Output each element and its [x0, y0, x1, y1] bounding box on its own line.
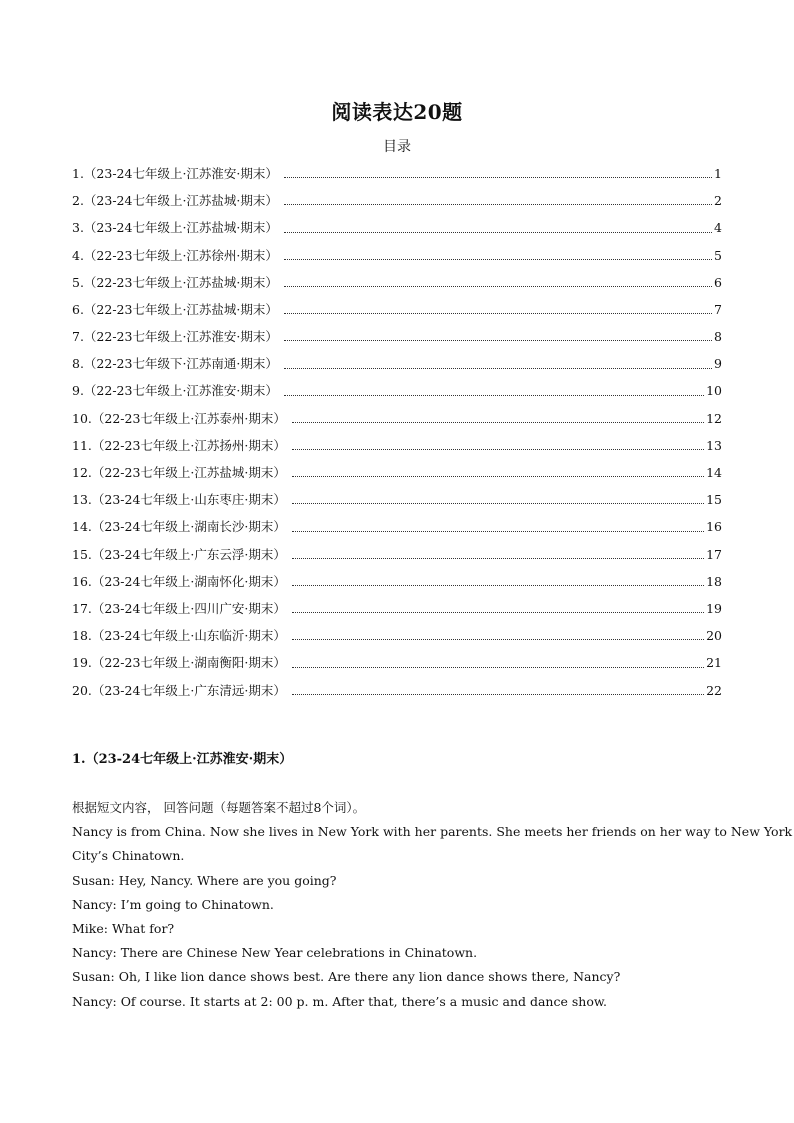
toc-entry-page: 22	[706, 682, 722, 698]
toc-entry[interactable]	[72, 513, 722, 540]
toc-entry[interactable]	[72, 459, 722, 486]
passage-line: Mike: What for?	[72, 920, 175, 936]
toc-entry-label: 3.（23-24七年级上·江苏盐城·期末）	[72, 220, 278, 236]
toc-entry-page: 6	[714, 274, 722, 290]
toc-entry-label: 9.（22-23七年级上·江苏淮安·期末）	[72, 383, 278, 399]
toc-entry-label: 5.（22-23七年级上·江苏盐城·期末）	[72, 274, 278, 290]
toc-entry[interactable]	[72, 541, 722, 568]
toc-leader-dots	[284, 258, 712, 260]
section-1	[72, 750, 722, 770]
toc-leader-dots	[292, 611, 704, 613]
toc-leader-dots	[284, 339, 712, 341]
toc-leader-dots	[292, 584, 704, 586]
toc-entry-label: 16.（23-24七年级上·湖南怀化·期末）	[72, 573, 286, 589]
toc-leader-dots	[292, 530, 704, 532]
toc-leader-dots	[284, 231, 712, 233]
table-of-contents	[72, 160, 722, 704]
toc-entry-label: 10.（22-23七年级上·江苏泰州·期末）	[72, 410, 286, 426]
toc-leader-dots	[284, 285, 712, 287]
toc-leader-dots	[292, 502, 704, 504]
toc-heading: 目录	[383, 139, 411, 155]
reading-passage	[72, 796, 793, 1014]
instruction-text: 根据短文内容， 回答问题（每题答案不超过8个词）。	[72, 800, 366, 815]
toc-entry-label: 19.（22-23七年级上·湖南衡阳·期末）	[72, 655, 286, 671]
toc-leader-dots	[284, 367, 712, 369]
toc-entry-label: 13.（23-24七年级上·山东枣庄·期末）	[72, 492, 286, 508]
toc-entry-page: 16	[706, 519, 722, 535]
toc-leader-dots	[284, 176, 712, 178]
passage-line: City’s Chinatown.	[72, 848, 185, 864]
toc-leader-dots	[284, 312, 712, 314]
passage-line: Susan: Hey, Nancy. Where are you going?	[72, 872, 337, 888]
toc-entry-label: 15.（23-24七年级上·广东云浮·期末）	[72, 546, 286, 562]
toc-entry-label: 1.（23-24七年级上·江苏淮安·期末）	[72, 165, 278, 181]
toc-leader-dots	[292, 421, 704, 423]
toc-leader-dots	[284, 203, 712, 205]
toc-entry-page: 5	[714, 247, 722, 263]
toc-entry[interactable]	[72, 568, 722, 595]
toc-entry[interactable]	[72, 323, 722, 350]
toc-entry-page: 14	[706, 465, 722, 481]
passage-line: Susan: Oh, I like lion dance shows best. Are there any lion dance shows there, Nancy?	[72, 969, 621, 985]
toc-entry-label: 14.（23-24七年级上·湖南长沙·期末）	[72, 519, 286, 535]
toc-entry-label: 12.（22-23七年级上·江苏盐城·期末）	[72, 465, 286, 481]
toc-leader-dots	[292, 693, 704, 695]
toc-entry[interactable]	[72, 378, 722, 405]
toc-entry-label: 20.（23-24七年级上·广东清远·期末）	[72, 682, 286, 698]
toc-leader-dots	[292, 638, 704, 640]
toc-entry-label: 8.（22-23七年级下·江苏南通·期末）	[72, 356, 278, 372]
toc-entry-page: 17	[706, 546, 722, 562]
toc-entry[interactable]	[72, 677, 722, 704]
toc-entry[interactable]	[72, 432, 722, 459]
toc-entry-label: 6.（22-23七年级上·江苏盐城·期末）	[72, 301, 278, 317]
toc-entry-label: 2.（23-24七年级上·江苏盐城·期末）	[72, 193, 278, 209]
toc-entry-page: 12	[706, 410, 722, 426]
toc-entry-page: 19	[706, 600, 722, 616]
toc-entry[interactable]	[72, 269, 722, 296]
toc-entry[interactable]	[72, 350, 722, 377]
toc-entry[interactable]	[72, 296, 722, 323]
toc-leader-dots	[292, 475, 704, 477]
toc-leader-dots	[292, 448, 704, 450]
toc-entry-label: 11.（22-23七年级上·江苏扬州·期末）	[72, 437, 286, 453]
toc-leader-dots	[284, 394, 704, 396]
toc-entry[interactable]	[72, 649, 722, 676]
toc-entry-page: 20	[706, 628, 722, 644]
toc-entry[interactable]	[72, 214, 722, 241]
toc-entry-page: 8	[714, 329, 722, 345]
toc-entry[interactable]	[72, 160, 722, 187]
toc-entry-page: 18	[706, 573, 722, 589]
toc-entry-page: 4	[714, 220, 722, 236]
toc-entry-page: 9	[714, 356, 722, 372]
toc-entry[interactable]	[72, 486, 722, 513]
toc-leader-dots	[292, 666, 704, 668]
toc-entry-page: 2	[714, 193, 722, 209]
toc-entry-label: 18.（23-24七年级上·山东临沂·期末）	[72, 628, 286, 644]
passage-line: Nancy: There are Chinese New Year celebrations in Chinatown.	[72, 945, 478, 961]
toc-entry-label: 17.（23-24七年级上·四川广安·期末）	[72, 600, 286, 616]
toc-entry-page: 15	[706, 492, 722, 508]
toc-entry-page: 13	[706, 437, 722, 453]
toc-leader-dots	[292, 557, 704, 559]
toc-entry-page: 1	[714, 165, 722, 181]
toc-entry[interactable]	[72, 405, 722, 432]
passage-line: Nancy: I’m going to Chinatown.	[72, 896, 274, 912]
document-title: 阅读表达20题	[331, 100, 463, 124]
section-heading: 1.（23-24七年级上·江苏淮安·期末）	[72, 752, 293, 767]
toc-entry[interactable]	[72, 242, 722, 269]
toc-entry[interactable]	[72, 622, 722, 649]
toc-entry-label: 7.（22-23七年级上·江苏淮安·期末）	[72, 329, 278, 345]
toc-entry-page: 10	[706, 383, 722, 399]
toc-entry-label: 4.（22-23七年级上·江苏徐州·期末）	[72, 247, 278, 263]
toc-entry[interactable]	[72, 187, 722, 214]
toc-entry-page: 7	[714, 301, 722, 317]
passage-line: Nancy: Of course. It starts at 2: 00 p. m. After that, there’s a music and dance show.	[72, 993, 608, 1009]
passage-line: Nancy is from China. Now she lives in New York with her parents. She meets her friends on her way to New York	[72, 824, 793, 840]
toc-entry[interactable]	[72, 595, 722, 622]
toc-entry-page: 21	[706, 655, 722, 671]
